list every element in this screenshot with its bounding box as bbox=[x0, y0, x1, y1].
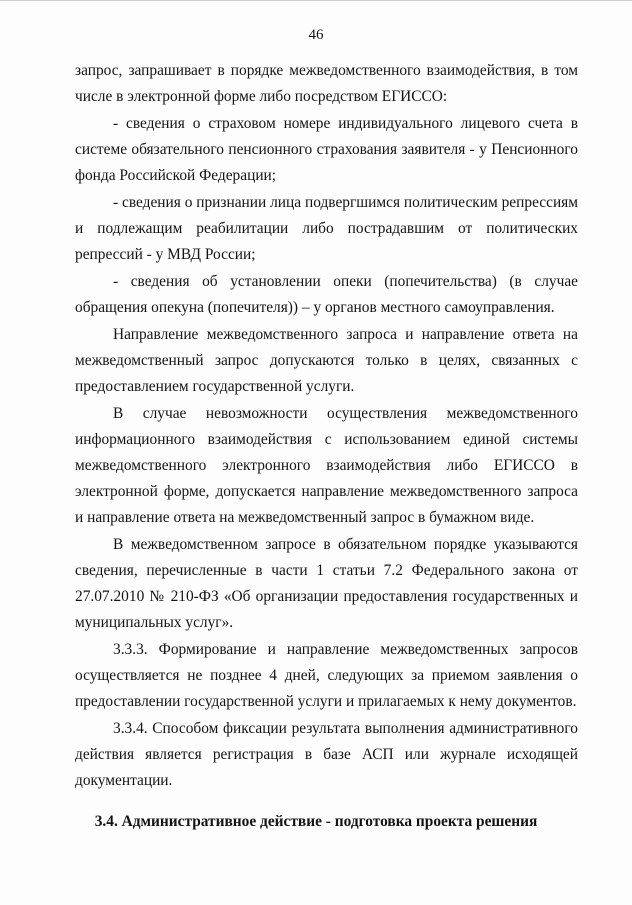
document-body bbox=[75, 58, 578, 794]
page-number: 46 bbox=[308, 27, 324, 43]
clause-3-3-3: 3.3.3. Формирование и направление межведомственных запросов осуществляется не позднее 4 дней, следующих за приемом заявления о предоставлении государственной услуги и прилагаемых к нему документов. bbox=[75, 641, 578, 710]
list-item-guardianship: - сведения об установлении опеки (попечительства) (в случае обращения опекуна (попечителя)) – у органов местного самоуправления. bbox=[75, 273, 578, 316]
paragraph: В случае невозможности осуществления межведомственного информационного взаимодействия с использованием единой системы межведомственного электронного взаимодействия либо ЕГИССО в электронной форме, допускается направление межведомственного запроса и направление ответа на межведомственный запрос в бумажном виде. bbox=[75, 405, 578, 526]
list-item-pension-fund: - сведения о страховом номере индивидуального лицевого счета в системе обязательного пенсионного страхования заявителя - у Пенсионного фонда Российской Федерации; bbox=[75, 115, 578, 184]
list-item-mvd: - сведения о признании лица подвергшимся политическим репрессиям и подлежащим реабилитации либо пострадавшим от политических репрессий - у МВД России; bbox=[75, 194, 578, 263]
paragraph: Направление межведомственного запроса и направление ответа на межведомственный запрос допускаются только в целях, связанных с предоставлением государственной услуги. bbox=[75, 326, 578, 395]
scan-edge-top bbox=[0, 0, 632, 1]
clause-3-3-4: 3.3.4. Способом фиксации результата выполнения административного действия является регистрация в базе АСП или журнале исходящей документации. bbox=[75, 720, 578, 789]
section-heading: 3.4. Административное действие - подготовка проекта решения bbox=[94, 813, 538, 830]
paragraph: В межведомственном запросе в обязательном порядке указываются сведения, перечисленные в части 1 статьи 7.2 Федерального закона от 27.07.2010 № 210-ФЗ «Об организации предоставления государственных и муниципальных услуг». bbox=[75, 536, 578, 631]
paragraph: запрос, запрашивает в порядке межведомственного взаимодействия, в том числе в электронной форме либо посредством ЕГИССО: bbox=[75, 62, 578, 105]
